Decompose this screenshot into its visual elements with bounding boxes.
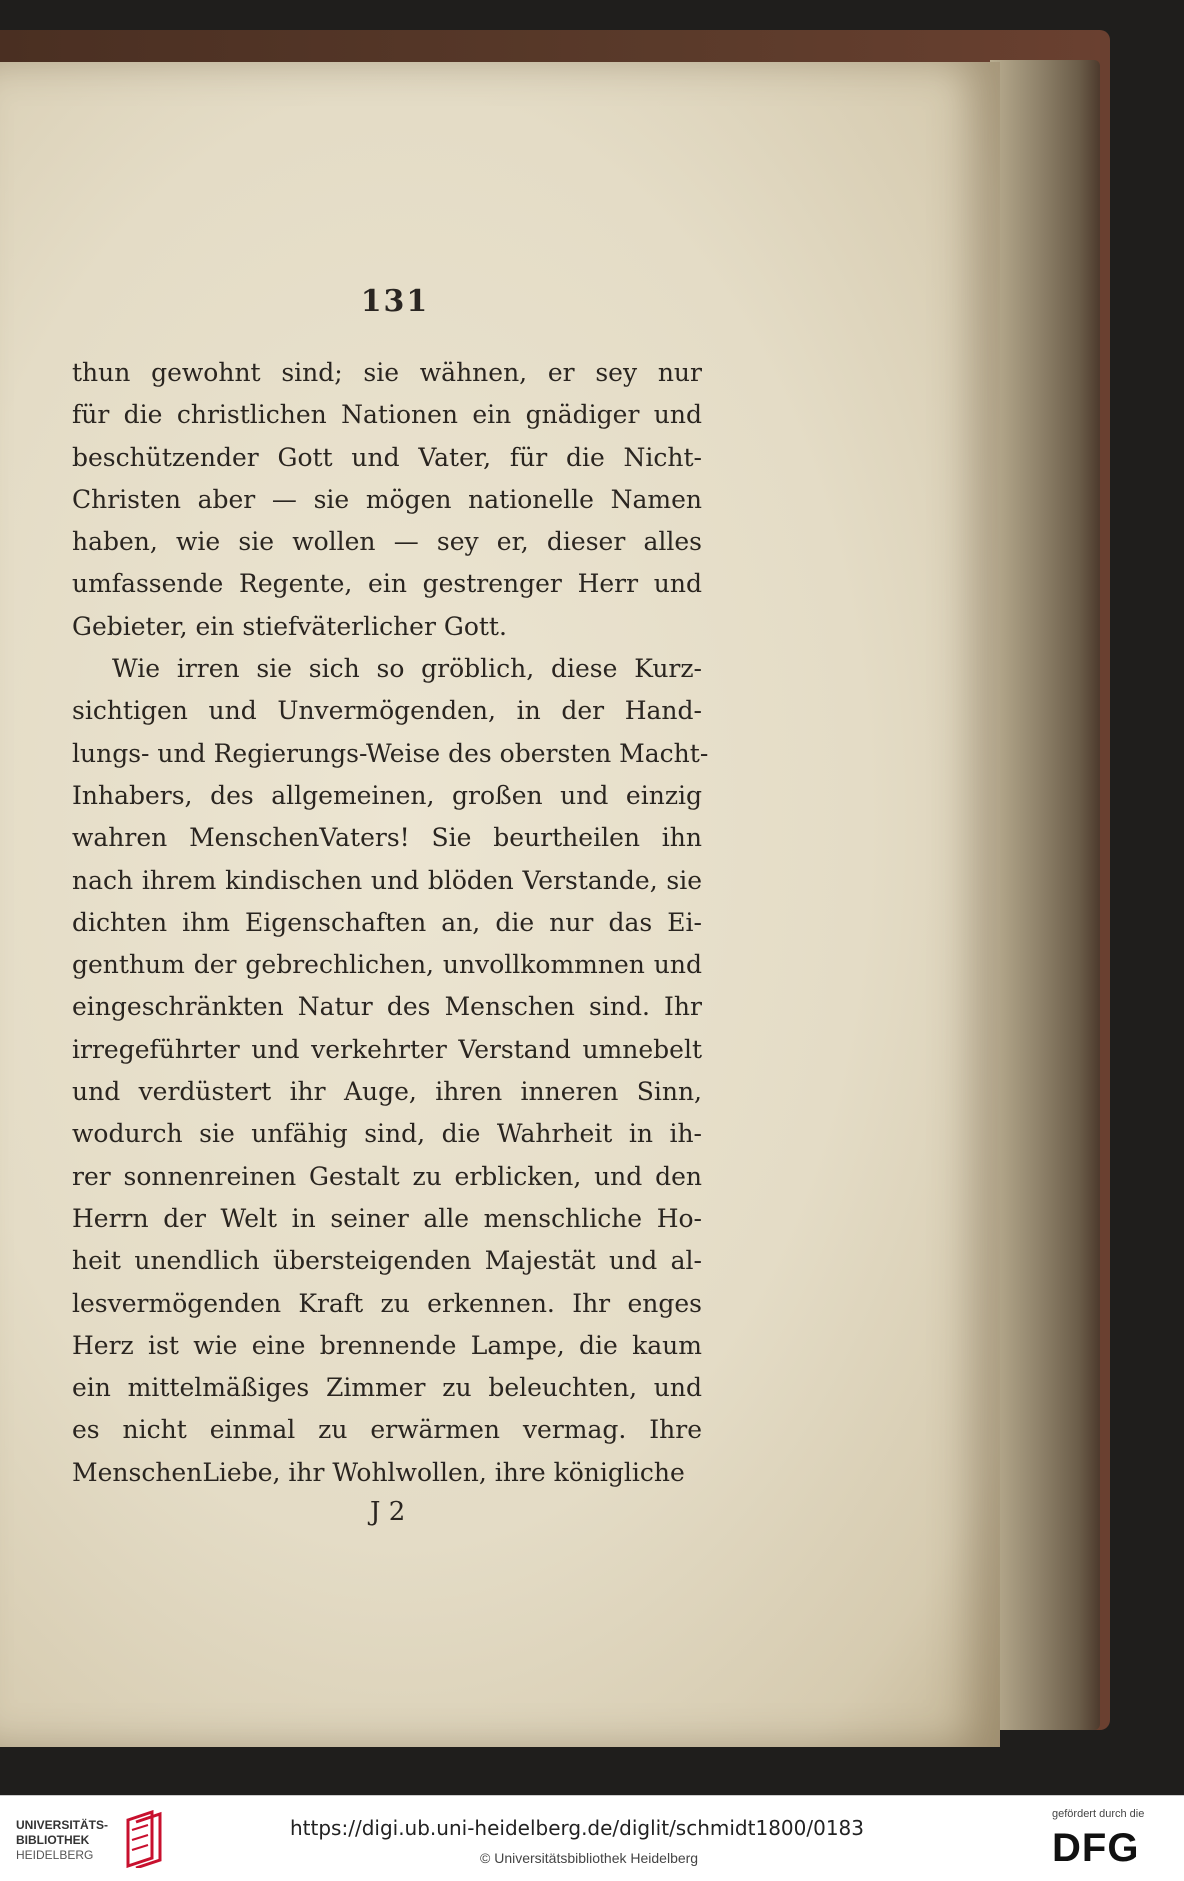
text-line: es nicht einmal zu erwärmen vermag. Ihre [72, 1415, 702, 1445]
text-line: lungs- und Regierungs-Weise des obersten Macht- [72, 738, 709, 768]
text-line: beschützender Gott und Vater, für die Nicht- [72, 442, 702, 472]
text-line: Christen aber — sie mögen nationelle Namen [72, 484, 702, 514]
text-line: Gebieter, ein stiefväterlicher Gott. [72, 611, 507, 641]
dfg-logo: DFG [1052, 1826, 1140, 1870]
library-logo-text [16, 1818, 108, 1863]
text-line: Inhabers, des allgemeinen, großen und einzig [72, 780, 702, 810]
text-line: umfassende Regente, ein gestrenger Herr und [72, 569, 702, 599]
text-line: sichtigen und Unvermögenden, in der Hand- [72, 696, 702, 726]
library-logo-line: UNIVERSITÄTS- [16, 1818, 109, 1832]
text-line: genthum der gebrechlichen, unvollkommnen und [72, 950, 702, 980]
page-edges [990, 60, 1100, 1730]
funder-caption: gefördert durch die [1052, 1808, 1145, 1820]
library-logo-line: HEIDELBERG [16, 1848, 94, 1862]
text-line: heit unendlich übersteigenden Majestät und al- [72, 1246, 702, 1276]
text-line: MenschenLiebe, ihr Wohlwollen, ihre königliche [72, 1457, 685, 1487]
text-line: wahren MenschenVaters! Sie beurtheilen ihn [72, 823, 702, 853]
text-line: thun gewohnt sind; sie wähnen, er sey nur [72, 358, 702, 387]
text-line: rer sonnenreinen Gestalt zu erblicken, und den [72, 1161, 702, 1191]
library-logo-line: BIBLIOTHEK [16, 1833, 90, 1847]
copyright-notice: © Universitätsbibliothek Heidelberg [480, 1850, 699, 1866]
page-number: 131 [360, 284, 430, 319]
text-line: Herz ist wie eine brennende Lampe, die kaum [72, 1330, 702, 1360]
library-emblem-icon [122, 1810, 168, 1868]
text-line: wodurch sie unfähig sind, die Wahrheit in ih- [72, 1119, 702, 1149]
text-line: für die christlichen Nationen ein gnädiger und [72, 400, 702, 430]
text-line: Wie irren sie sich so gröblich, diese Kurz- [112, 654, 702, 684]
printer-signature: J 2 [370, 1497, 406, 1527]
text-line: nach ihrem kindischen und blöden Verstande, sie [72, 865, 702, 895]
book-page [0, 62, 1000, 1747]
text-line: und verdüstert ihr Auge, ihren inneren Sinn, [72, 1077, 702, 1107]
body-text [72, 352, 709, 1494]
text-line: lesvermögenden Kraft zu erkennen. Ihr enges [72, 1288, 702, 1318]
viewer-footer [0, 1795, 1184, 1881]
text-line: irregeführter und verkehrter Verstand umnebelt [72, 1034, 702, 1064]
text-line: dichten ihm Eigenschaften an, die nur das Ei- [72, 907, 702, 937]
text-line: ein mittelmäßiges Zimmer zu beleuchten, und [72, 1373, 702, 1403]
text-line: haben, wie sie wollen — sey er, dieser alles [72, 527, 702, 557]
text-line: eingeschränkten Natur des Menschen sind. Ihr [72, 992, 702, 1022]
text-line: Herrn der Welt in seiner alle menschliche Ho- [72, 1203, 702, 1233]
permalink-url[interactable]: https://digi.ub.uni-heidelberg.de/diglit/schmidt1800/0183 [290, 1816, 865, 1840]
